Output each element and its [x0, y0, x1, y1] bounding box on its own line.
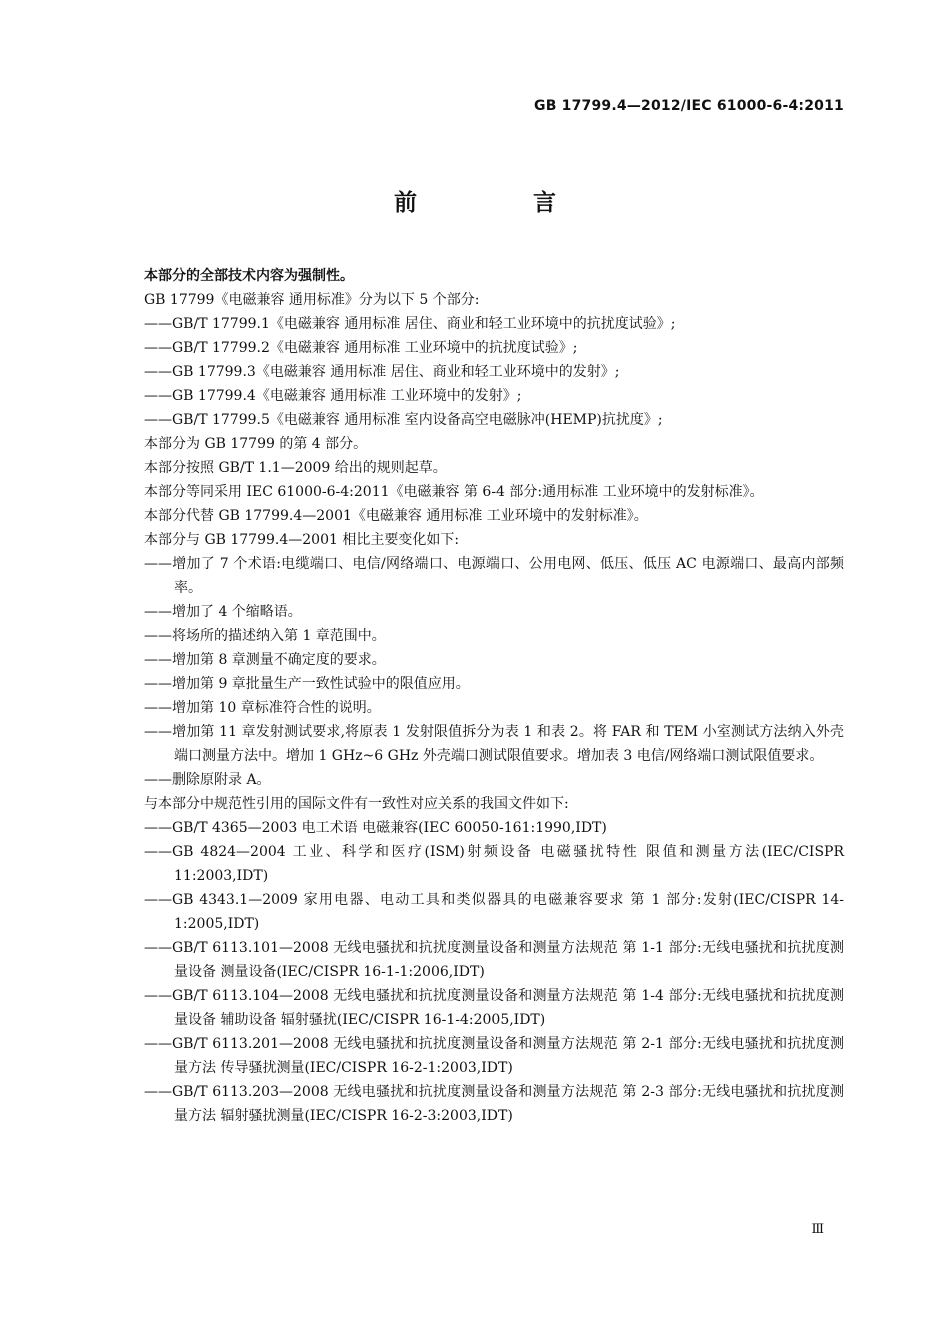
list-item: ——GB/T 17799.5《电磁兼容 通用标准 室内设备高空电磁脉冲(HEMP)抗扰度》;: [144, 412, 663, 428]
paragraph: 本部分代替 GB 17799.4—2001《电磁兼容 通用标准 工业环境中的发射标准》。: [144, 508, 648, 524]
list-item: ——增加第 9 章批量生产一致性试验中的限值应用。: [144, 676, 470, 692]
list-item: ——增加第 11 章发射测试要求,将原表 1 发射限值拆分为表 1 和表 2。将 FAR 和 TEM 小室测试方法纳入外壳端口测量方法中。增加 1 GHz~6 GHz 外壳端口测试限值要求。增加表 3 电信/网络端口测试限值要求。: [144, 724, 844, 764]
list-item: ——删除原附录 A。: [144, 772, 271, 788]
paragraph: 与本部分中规范性引用的国际文件有一致性对应关系的我国文件如下:: [144, 796, 569, 812]
page-number: Ⅲ: [811, 1222, 824, 1237]
reference-item: ——GB/T 4365—2003 电工术语 电磁兼容(IEC 60050-161:1990,IDT): [144, 820, 607, 836]
paragraph: GB 17799《电磁兼容 通用标准》分为以下 5 个部分:: [144, 292, 480, 308]
reference-item: ——GB 4824—2004 工业、科学和医疗(ISM)射频设备 电磁骚扰特性 限值和测量方法(IEC/CISPR 11:2003,IDT): [144, 844, 844, 884]
mandatory-statement: 本部分的全部技术内容为强制性。: [144, 268, 354, 284]
preface-body: [108, 264, 844, 1128]
reference-item: ——GB/T 6113.101—2008 无线电骚扰和抗扰度测量设备和测量方法规范 第 1-1 部分:无线电骚扰和抗扰度测量设备 测量设备(IEC/CISPR 16-1-1:2006,IDT): [144, 940, 844, 980]
paragraph: 本部分按照 GB/T 1.1—2009 给出的规则起草。: [144, 460, 447, 476]
reference-item: ——GB/T 6113.201—2008 无线电骚扰和抗扰度测量设备和测量方法规范 第 2-1 部分:无线电骚扰和抗扰度测量方法 传导骚扰测量(IEC/CISPR 16-2-1:2003,IDT): [144, 1036, 844, 1076]
paragraph: 本部分等同采用 IEC 61000-6-4:2011《电磁兼容 第 6-4 部分:通用标准 工业环境中的发射标准》。: [144, 484, 764, 500]
list-item: ——GB/T 17799.2《电磁兼容 通用标准 工业环境中的抗扰度试验》;: [144, 340, 578, 356]
paragraph: 本部分与 GB 17799.4—2001 相比主要变化如下:: [144, 532, 460, 548]
list-item: ——增加第 8 章测量不确定度的要求。: [144, 652, 386, 668]
list-item: ——增加了 7 个术语:电缆端口、电信/网络端口、电源端口、公用电网、低压、低压 AC 电源端口、最高内部频率。: [144, 556, 844, 596]
page-title: 前 言: [393, 190, 610, 216]
list-item: ——增加第 10 章标准符合性的说明。: [144, 700, 381, 716]
list-item: ——GB 17799.4《电磁兼容 通用标准 工业环境中的发射》;: [144, 388, 522, 404]
standard-code: GB 17799.4—2012/IEC 61000-6-4:2011: [534, 98, 844, 114]
list-item: ——GB/T 17799.1《电磁兼容 通用标准 居住、商业和轻工业环境中的抗扰度试验》;: [144, 316, 676, 332]
paragraph: 本部分为 GB 17799 的第 4 部分。: [144, 436, 368, 452]
reference-item: ——GB/T 6113.104—2008 无线电骚扰和抗扰度测量设备和测量方法规范 第 1-4 部分:无线电骚扰和抗扰度测量设备 辅助设备 辐射骚扰(IEC/CISPR 16-1-4:2005,IDT): [144, 988, 844, 1028]
list-item: ——将场所的描述纳入第 1 章范围中。: [144, 628, 386, 644]
reference-item: ——GB 4343.1—2009 家用电器、电动工具和类似器具的电磁兼容要求 第 1 部分:发射(IEC/CISPR 14-1:2005,IDT): [144, 892, 844, 932]
list-item: ——GB 17799.3《电磁兼容 通用标准 居住、商业和轻工业环境中的发射》;: [144, 364, 620, 380]
list-item: ——增加了 4 个缩略语。: [144, 604, 302, 620]
reference-item: ——GB/T 6113.203—2008 无线电骚扰和抗扰度测量设备和测量方法规范 第 2-3 部分:无线电骚扰和抗扰度测量方法 辐射骚扰测量(IEC/CISPR 16-2-3:2003,IDT): [144, 1084, 844, 1124]
